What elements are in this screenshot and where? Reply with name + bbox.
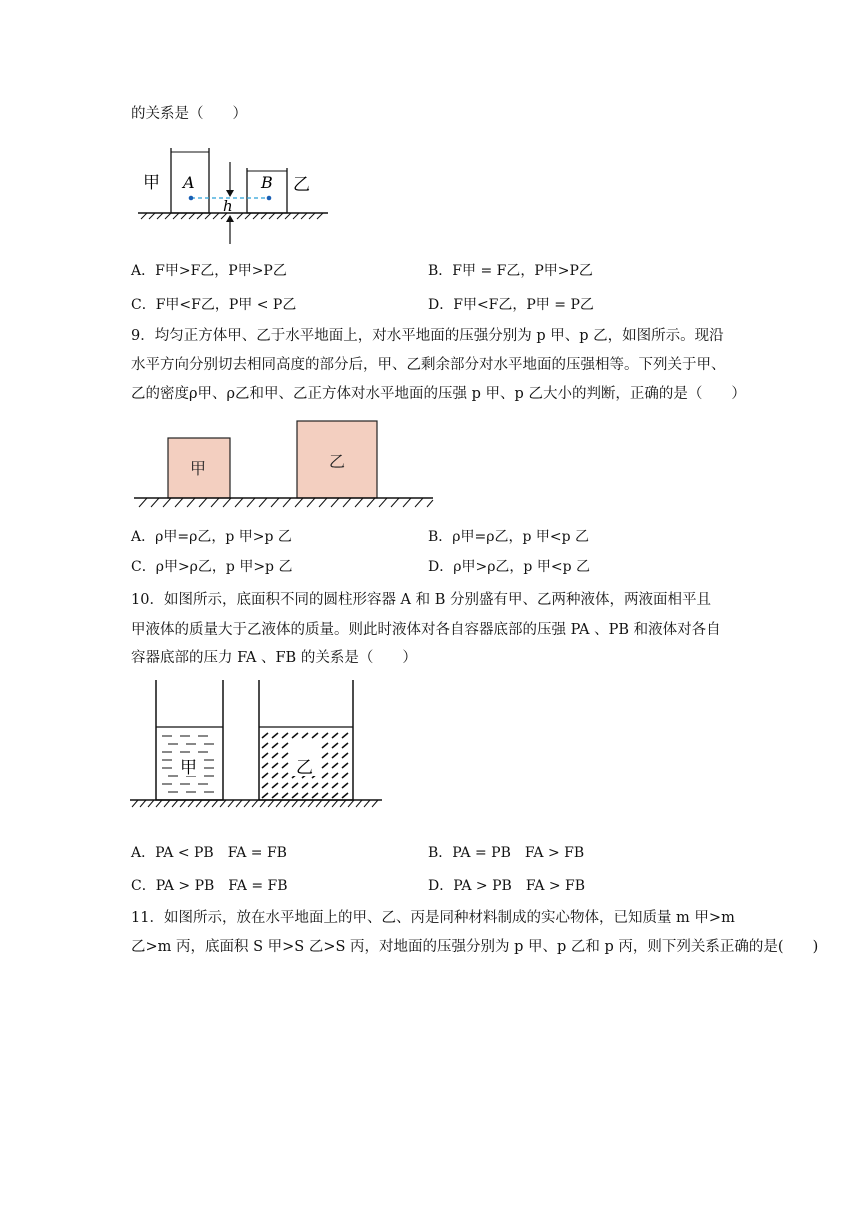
q10-stem-line-1: 10．如图所示，底面积不同的圆柱形容器 A 和 B 分别盛有甲、乙两种液体，两液面相平且 <box>131 592 712 608</box>
q9-option-c <box>131 557 292 577</box>
q10-option-c-letter: C． <box>131 878 156 894</box>
q9-block-right-label: 乙 <box>329 452 346 471</box>
q9-option-c-text: ρ甲>ρ乙，p 甲>p 乙 <box>155 559 293 575</box>
q10-option-a <box>131 843 287 863</box>
q9-option-d <box>428 557 590 577</box>
q10-liquid-left-label: 甲 <box>180 758 197 778</box>
q8-point-b-label: B <box>261 173 273 192</box>
q10-option-b <box>428 843 584 863</box>
q8-figure <box>133 140 333 248</box>
q9-stem-line-1: 9．均匀正方体甲、乙于水平地面上，对水平地面的压强分别为 p 甲、p 乙，如图所示。现沿 <box>131 328 724 344</box>
q8-option-c-letter: C． <box>131 297 156 313</box>
q9-option-d-letter: D． <box>428 559 454 575</box>
q8-option-c <box>131 295 296 315</box>
point-b-dot <box>267 196 272 201</box>
q10-stem-line-2: 甲液体的质量大于乙液体的质量。则此时液体对各自容器底部的压强 PA 、PB 和液体对各自 <box>131 622 721 638</box>
q8-option-b <box>428 261 593 281</box>
q10-liquid-right-label: 乙 <box>296 758 313 778</box>
q8-option-c-text: F甲<F乙，P甲 < P乙 <box>155 297 297 313</box>
q9-option-a-text: ρ甲=ρ乙，p 甲>p 乙 <box>155 529 292 545</box>
q8-option-a <box>131 261 287 281</box>
q8-option-d <box>428 295 594 315</box>
q11-stem-line-2: 乙>m 丙，底面积 S 甲>S 乙>S 丙，对地面的压强分别为 p 甲、p 乙和 p 丙，则下列关系正确的是( ) <box>131 939 819 955</box>
q9-option-b-letter: B． <box>428 529 453 545</box>
q10-option-a-text: PA < PB FA = FB <box>155 845 287 861</box>
q8-label-left: 甲 <box>143 173 160 193</box>
q10-stem-line-3: 容器底部的压力 FA 、FB 的关系是（ ） <box>131 650 417 666</box>
q10-option-d <box>428 876 585 896</box>
q9-option-b <box>428 527 589 547</box>
q8-option-d-text: F甲<F乙，P甲 = P乙 <box>453 297 594 313</box>
q8-h-label: h <box>223 197 233 215</box>
q10-option-d-text: PA > PB FA > FB <box>453 878 586 894</box>
q10-option-b-letter: B． <box>428 845 453 861</box>
q8-option-a-text: F甲>F乙，P甲>P乙 <box>155 263 287 279</box>
q8-option-b-text: F甲 = F乙，P甲>P乙 <box>452 263 593 279</box>
q10-option-c <box>131 876 288 896</box>
q9-block-left-label: 甲 <box>190 459 207 478</box>
q10-option-c-text: PA > PB FA = FB <box>155 878 288 894</box>
point-a-dot <box>189 196 194 201</box>
q8-option-b-letter: B． <box>428 263 453 279</box>
q9-stem-line-2: 水平方向分别切去相同高度的部分后，甲、乙剩余部分对水平地面的压强相等。下列关于甲、 <box>131 357 726 373</box>
q8-stem-tail: 的关系是（ ） <box>131 106 247 122</box>
q10-option-a-letter: A． <box>131 845 156 861</box>
q8-point-a-label: A <box>183 173 195 192</box>
q8-label-right: 乙 <box>293 175 310 195</box>
q9-option-a-letter: A． <box>131 529 156 545</box>
q9-stem-line-3: 乙的密度ρ甲、ρ乙和甲、乙正方体对水平地面的压强 p 甲、p 乙大小的判断，正确的是（ ） <box>131 386 746 402</box>
q9-option-d-text: ρ甲>ρ乙，p 甲<p 乙 <box>453 559 590 575</box>
q10-figure <box>128 678 384 808</box>
q10-option-d-letter: D． <box>428 878 454 894</box>
q9-option-c-letter: C． <box>131 559 156 575</box>
q9-figure <box>131 417 436 509</box>
q9-option-a <box>131 527 292 547</box>
q8-option-d-letter: D． <box>428 297 454 313</box>
q9-option-b-text: ρ甲=ρ乙，p 甲<p 乙 <box>452 529 590 545</box>
q11-stem-line-1: 11．如图所示，放在水平地面上的甲、乙、丙是同种材料制成的实心物体，已知质量 m 甲>m <box>131 910 735 926</box>
q8-option-a-letter: A． <box>131 263 156 279</box>
q10-option-b-text: PA = PB FA > FB <box>452 845 585 861</box>
